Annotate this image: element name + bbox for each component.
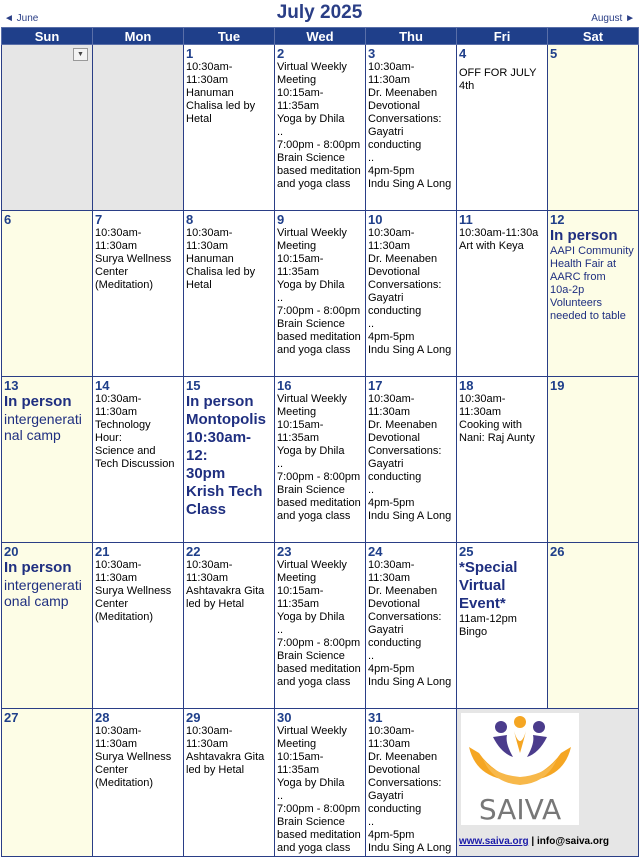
event-text[interactable]: Virtual Weekly Meeting 10:15am- 11:35am Yoga by Dhila .. 7:00pm - 8:00pm Brain Science based meditation and yoga class xyxy=(277,227,361,356)
calendar-header xyxy=(0,0,639,27)
day-number[interactable]: 11 xyxy=(459,212,473,227)
day-number[interactable]: 29 xyxy=(186,710,201,725)
day-cell-8 xyxy=(184,211,275,377)
empty-day-cell xyxy=(2,45,93,211)
day-cell-1 xyxy=(184,45,275,211)
weekday-fri: Fri xyxy=(457,28,548,45)
event-text[interactable]: 10:30am- 11:30am Ashtavakra Gita led by Hetal xyxy=(186,559,265,610)
saiva-logo-cell xyxy=(457,709,639,857)
day-number[interactable]: 26 xyxy=(550,544,565,559)
day-number[interactable]: 8 xyxy=(186,212,194,227)
empty-day-cell xyxy=(93,45,184,211)
event-text[interactable]: 10:30am- 11:30am Dr. Meenaben Devotional Conversations: Gayatri conducting .. 4pm-5pm Indu Sing A Long xyxy=(368,559,452,688)
weekday-mon: Mon xyxy=(93,28,184,45)
prev-month-link[interactable]: ◄ June xyxy=(4,13,39,24)
month-title: July 2025 xyxy=(276,2,363,23)
day-number[interactable]: 25 xyxy=(459,544,474,559)
day-number[interactable]: 14 xyxy=(95,378,110,393)
link-separator: | xyxy=(528,836,538,847)
day-number[interactable]: 27 xyxy=(4,710,19,725)
day-cell-15 xyxy=(184,377,275,543)
day-cell-19 xyxy=(548,377,639,543)
calendar-grid xyxy=(1,27,639,857)
day-number[interactable]: 16 xyxy=(277,378,292,393)
day-cell-13 xyxy=(2,377,93,543)
weekday-thu: Thu xyxy=(366,28,457,45)
event-text[interactable]: 10:30am-11:30a Art with Keya xyxy=(459,227,539,252)
day-number[interactable]: 5 xyxy=(550,46,558,61)
day-cell-24 xyxy=(366,543,457,709)
event-text[interactable]: *Special Virtual Event* xyxy=(459,559,518,612)
event-text[interactable]: 11am-12pm Bingo xyxy=(459,613,517,638)
day-cell-12 xyxy=(548,211,639,377)
saiva-logo xyxy=(461,713,579,825)
weekday-wed: Wed xyxy=(275,28,366,45)
event-text[interactable]: In person xyxy=(4,559,72,576)
day-cell-29 xyxy=(184,709,275,857)
event-text[interactable]: 10:30am- 11:30am Technology Hour: Science and Tech Discussion xyxy=(95,393,175,470)
event-text[interactable]: 10:30am- 11:30am Hanuman Chalisa led by Hetal xyxy=(186,61,256,125)
event-text[interactable]: 10:30am- 11:30am Surya Wellness Center (Meditation) xyxy=(95,227,172,291)
contact-links xyxy=(459,835,609,848)
day-number[interactable]: 2 xyxy=(277,46,285,61)
weekday-sun: Sun xyxy=(2,28,93,45)
event-text[interactable]: 10:30am- 11:30am Dr. Meenaben Devotional Conversations: Gayatri conducting .. 4pm-5pm Indu Sing A Long xyxy=(368,61,452,190)
day-number[interactable]: 17 xyxy=(368,378,383,393)
day-cell-5 xyxy=(548,45,639,211)
day-cell-31 xyxy=(366,709,457,857)
day-cell-26 xyxy=(548,543,639,709)
day-cell-3 xyxy=(366,45,457,211)
day-number[interactable]: 15 xyxy=(186,378,201,393)
day-cell-7 xyxy=(93,211,184,377)
day-cell-25 xyxy=(457,543,548,709)
next-month-link[interactable]: August ► xyxy=(591,13,635,24)
day-cell-17 xyxy=(366,377,457,543)
day-cell-16 xyxy=(275,377,366,543)
event-text[interactable]: 10:30am- 11:30am Cooking with Nani: Raj Aunty xyxy=(459,393,535,444)
day-cell-6 xyxy=(2,211,93,377)
day-number[interactable]: 22 xyxy=(186,544,201,559)
event-text[interactable]: intergenerati nal camp xyxy=(4,411,82,443)
event-text[interactable]: In person xyxy=(550,227,618,244)
day-number[interactable]: 28 xyxy=(95,710,110,725)
day-cell-28 xyxy=(93,709,184,857)
week-row xyxy=(2,709,639,857)
day-cell-22 xyxy=(184,543,275,709)
day-number[interactable]: 19 xyxy=(550,378,565,393)
week-row xyxy=(2,211,639,377)
day-number[interactable]: 30 xyxy=(277,710,292,725)
day-cell-2 xyxy=(275,45,366,211)
day-number[interactable]: 23 xyxy=(277,544,292,559)
event-text[interactable]: Virtual Weekly Meeting 10:15am- 11:35am Yoga by Dhila .. 7:00pm - 8:00pm Brain Science based meditation and yoga class xyxy=(277,61,361,190)
day-cell-14 xyxy=(93,377,184,543)
week-row xyxy=(2,45,639,211)
event-text[interactable]: intergenerati onal camp xyxy=(4,577,82,609)
saiva-logo-text: SAIVA xyxy=(478,793,562,825)
day-number[interactable]: 31 xyxy=(368,710,383,725)
event-text[interactable]: OFF FOR JULY 4th xyxy=(459,67,537,92)
event-text[interactable]: 10:30am- 11:30am Dr. Meenaben Devotional Conversations: Gayatri conducting .. 4pm-5pm Indu Sing A Long xyxy=(368,227,452,356)
event-text[interactable]: AAPI Community Health Fair at AARC from 10a-2p Volunteers needed to table xyxy=(550,245,634,322)
event-text[interactable]: In person xyxy=(4,393,72,410)
event-text[interactable]: Virtual Weekly Meeting 10:15am- 11:35am Yoga by Dhila .. 7:00pm - 8:00pm Brain Science based meditation and yoga class xyxy=(277,393,361,522)
day-number[interactable]: 1 xyxy=(186,46,194,61)
day-cell-20 xyxy=(2,543,93,709)
event-text[interactable]: 10:30am- 11:30am Hanuman Chalisa led by Hetal xyxy=(186,227,256,291)
day-number[interactable]: 10 xyxy=(368,212,383,227)
day-cell-10 xyxy=(366,211,457,377)
day-cell-4 xyxy=(457,45,548,211)
day-number[interactable]: 18 xyxy=(459,378,474,393)
event-text[interactable]: 10:30am- 11:30am Surya Wellness Center (Meditation) xyxy=(95,559,172,623)
event-text[interactable]: In person Montopolis 10:30am-12: 30pm Krish Tech Class xyxy=(186,393,266,518)
event-text[interactable]: 10:30am- 11:30am Surya Wellness Center (Meditation) xyxy=(95,725,172,789)
day-number[interactable]: 21 xyxy=(95,544,110,559)
day-number[interactable]: 20 xyxy=(4,544,19,559)
week-row xyxy=(2,377,639,543)
day-cell-27 xyxy=(2,709,93,857)
day-number[interactable]: 6 xyxy=(4,212,12,227)
day-number[interactable]: 13 xyxy=(4,378,19,393)
event-text[interactable]: Virtual Weekly Meeting 10:15am- 11:35am Yoga by Dhila .. 7:00pm - 8:00pm Brain Science based meditation and yoga class xyxy=(277,725,361,854)
weekday-sat: Sat xyxy=(548,28,639,45)
weekday-header-row xyxy=(2,28,639,45)
day-cell-18 xyxy=(457,377,548,543)
day-number[interactable]: 9 xyxy=(277,212,285,227)
day-number[interactable]: 12 xyxy=(550,212,565,227)
event-text[interactable]: 10:30am- 11:30am Dr. Meenaben Devotional Conversations: Gayatri conducting .. 4pm-5pm Indu Sing A Long xyxy=(368,725,452,854)
dropdown-arrow-icon[interactable]: ▼ xyxy=(73,48,88,61)
email-text: info@saiva.org xyxy=(537,836,610,847)
weekday-tue: Tue xyxy=(184,28,275,45)
day-cell-11 xyxy=(457,211,548,377)
day-number[interactable]: 24 xyxy=(368,544,383,559)
event-text[interactable]: Virtual Weekly Meeting 10:15am- 11:35am Yoga by Dhila .. 7:00pm - 8:00pm Brain Science based meditation and yoga class xyxy=(277,559,361,688)
week-row xyxy=(2,543,639,709)
day-cell-9 xyxy=(275,211,366,377)
day-number[interactable]: 7 xyxy=(95,212,103,227)
website-link[interactable]: www.saiva.org xyxy=(459,836,529,847)
day-cell-30 xyxy=(275,709,366,857)
day-number[interactable]: 4 xyxy=(459,46,467,61)
day-cell-23 xyxy=(275,543,366,709)
day-number[interactable]: 3 xyxy=(368,46,376,61)
event-text[interactable]: 10:30am- 11:30am Dr. Meenaben Devotional Conversations: Gayatri conducting .. 4pm-5pm Indu Sing A Long xyxy=(368,393,452,522)
day-cell-21 xyxy=(93,543,184,709)
event-text[interactable]: 10:30am- 11:30am Ashtavakra Gita led by Hetal xyxy=(186,725,265,776)
